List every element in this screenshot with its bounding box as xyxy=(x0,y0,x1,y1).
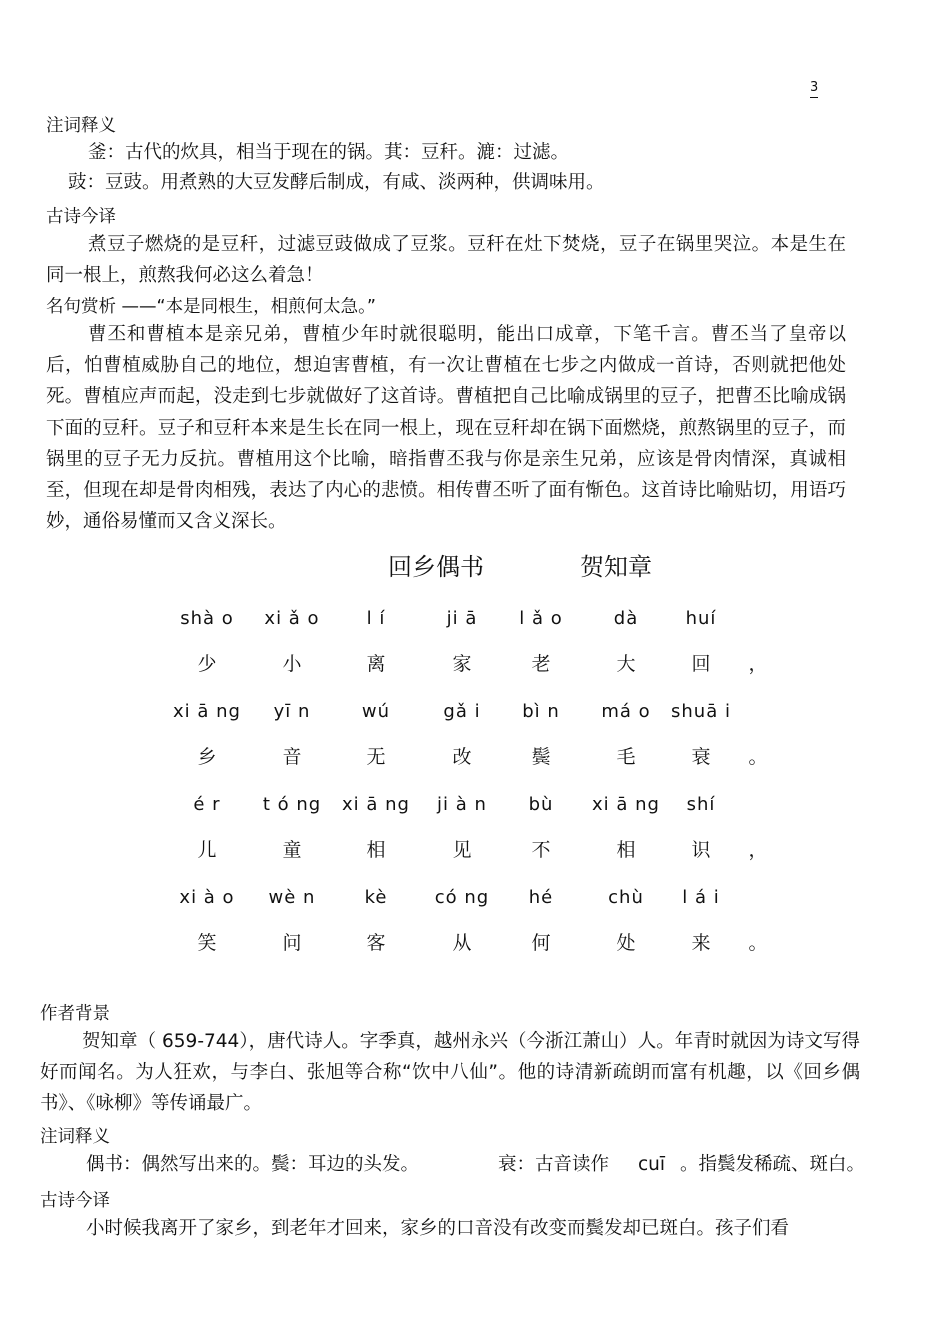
glossary-line: 釜：古代的炊具，相当于现在的锅。萁：豆秆。漉：过滤。 xyxy=(88,142,570,163)
poem-author: 贺知章 xyxy=(580,553,652,581)
poem-character: 相 xyxy=(616,839,636,861)
poem-character: 处 xyxy=(616,932,636,954)
poem-pinyin: é r xyxy=(193,794,221,815)
poem-character: 大 xyxy=(616,653,636,675)
poem-character: 何 xyxy=(531,932,551,954)
glossary-line: 衰：古音读作 xyxy=(498,1154,610,1175)
poem-pinyin: xi ā ng xyxy=(173,701,241,722)
poem-character: 从 xyxy=(452,932,472,954)
section-heading-author-background: 作者背景 xyxy=(40,1004,110,1024)
section-heading-glossary-2: 注词释义 xyxy=(40,1127,110,1147)
author-background-paragraph: 贺知章（ 659-744），唐代诗人。字季真，越州永兴（今浙江萧山）人。年青时就因为诗文写得好而闻名。为人狂欢，与李白、张旭等合称“饮中八仙”。他的诗清新疏朗而富有机趣，以《回乡偶书》、《咏柳》等传诵最广。 xyxy=(40,1031,860,1115)
poem-pinyin: shí xyxy=(686,794,716,815)
glossary-line: 偶书：偶然写出来的。鬓：耳边的头发。 xyxy=(86,1154,420,1175)
poem-pinyin: kè xyxy=(364,887,388,908)
translation-paragraph: 小时候我离开了家乡，到老年才回来，家乡的口音没有改变而鬓发却已斑白。孩子们看 xyxy=(86,1218,790,1239)
poem-pinyin: wú xyxy=(361,701,391,722)
poem-punctuation: 。 xyxy=(748,932,768,954)
poem-pinyin: ji à n xyxy=(437,794,487,815)
section-heading-translation: 古诗今译 xyxy=(46,207,116,227)
poem-pinyin: wè n xyxy=(268,887,316,908)
poem-character: 改 xyxy=(452,746,472,768)
poem-character: 回 xyxy=(691,653,711,675)
poem-punctuation: ， xyxy=(748,839,768,861)
poem-character: 毛 xyxy=(616,746,636,768)
poem-pinyin: xi ā ng xyxy=(592,794,660,815)
poem-character: 鬓 xyxy=(531,746,551,768)
poem-character: 家 xyxy=(452,653,472,675)
poem-character-row xyxy=(0,742,950,772)
translation-paragraph: 煮豆子燃烧的是豆秆，过滤豆豉做成了豆浆。豆秆在灶下焚烧，豆子在锅里哭泣。本是生在同一根上，煎熬我何必这么着急！ xyxy=(46,234,846,287)
poem-character: 相 xyxy=(366,839,386,861)
poem-punctuation: ， xyxy=(748,653,768,675)
poem-character: 笑 xyxy=(197,932,217,954)
poem-pinyin: má o xyxy=(601,701,651,722)
poem-pinyin: t ó ng xyxy=(262,794,322,815)
poem-character: 无 xyxy=(366,746,386,768)
poem-character: 童 xyxy=(282,839,302,861)
poem-character: 少 xyxy=(197,653,217,675)
glossary-line: 豉：豆豉。用煮熟的大豆发酵后制成，有咸、淡两种，供调味用。 xyxy=(68,172,605,193)
poem-character: 小 xyxy=(282,653,302,675)
poem-character: 客 xyxy=(366,932,386,954)
poem-punctuation: 。 xyxy=(748,746,768,768)
poem-pinyin: xi ǎ o xyxy=(264,608,320,629)
poem-character: 乡 xyxy=(197,746,217,768)
poem-character-row xyxy=(0,649,950,679)
poem-pinyin-row xyxy=(0,697,950,727)
glossary-line: 。指鬓发稀疏、斑白。 xyxy=(680,1154,866,1175)
poem-character: 衰 xyxy=(691,746,711,768)
poem-character: 问 xyxy=(282,932,302,954)
section-heading-glossary: 注词释义 xyxy=(46,116,116,136)
poem-pinyin-row xyxy=(0,790,950,820)
poem-pinyin: xi ā ng xyxy=(342,794,410,815)
poem-pinyin: l ǎ o xyxy=(519,608,563,629)
poem-pinyin: l á i xyxy=(682,887,720,908)
page-number: 3 xyxy=(810,80,818,98)
poem-character-row xyxy=(0,835,950,865)
poem-character: 识 xyxy=(691,839,711,861)
poem-pinyin: xi à o xyxy=(179,887,235,908)
poem-character: 不 xyxy=(531,839,551,861)
poem-pinyin: shà o xyxy=(180,608,234,629)
poem-pinyin: bù xyxy=(528,794,554,815)
appreciation-paragraph: 曹丕和曹植本是亲兄弟，曹植少年时就很聪明，能出口成章，下笔千言。曹丕当了皇帝以后，怕曹植威胁自己的地位，想迫害曹植，有一次让曹植在七步之内做成一首诗，否则就把他处死。曹植应声而起，没走到七步就做好了这首诗。曹植把自己比喻成锅里的豆子，把曹丕比喻成锅下面的豆秆。豆子和豆秆本来是生长在同一根上，现在豆秆却在锅下面燃烧，煎熬锅里的豆子，而锅里的豆子无力反抗。曹植用这个比喻，暗指曹丕我与你是亲生兄弟，应该是骨肉情深，真诚相至，但现在却是骨肉相残，表达了内心的悲愤。相传曹丕听了面有惭色。这首诗比喻贴切，用语巧妙，通俗易懂而又含义深长。 xyxy=(46,324,846,533)
poem-pinyin: ji ā xyxy=(446,608,478,629)
poem-pinyin: yī n xyxy=(273,701,311,722)
poem-pinyin-row xyxy=(0,604,950,634)
poem-pinyin: chù xyxy=(608,887,644,908)
section-heading-translation-2: 古诗今译 xyxy=(40,1191,110,1211)
poem-pinyin: gǎ i xyxy=(443,701,481,722)
poem-character: 见 xyxy=(452,839,472,861)
poem-pinyin: dà xyxy=(613,608,639,629)
poem-pinyin-row xyxy=(0,883,950,913)
poem-character: 离 xyxy=(366,653,386,675)
poem-character: 来 xyxy=(691,932,711,954)
poem-pinyin: l í xyxy=(366,608,386,629)
poem-character: 老 xyxy=(531,653,551,675)
pinyin-annotation: cuī xyxy=(638,1154,666,1175)
poem-character: 音 xyxy=(282,746,302,768)
poem-pinyin: huí xyxy=(685,608,717,629)
poem-pinyin: có ng xyxy=(434,887,490,908)
poem-pinyin: shuā i xyxy=(671,701,731,722)
poem-pinyin: bì n xyxy=(522,701,560,722)
poem-character-row xyxy=(0,928,950,958)
section-heading-famous-line: 名句赏析 ——“本是同根生，相煎何太急。” xyxy=(46,297,376,317)
poem-title: 回乡偶书 xyxy=(388,553,484,581)
poem-pinyin: hé xyxy=(528,887,554,908)
poem-character: 儿 xyxy=(197,839,217,861)
